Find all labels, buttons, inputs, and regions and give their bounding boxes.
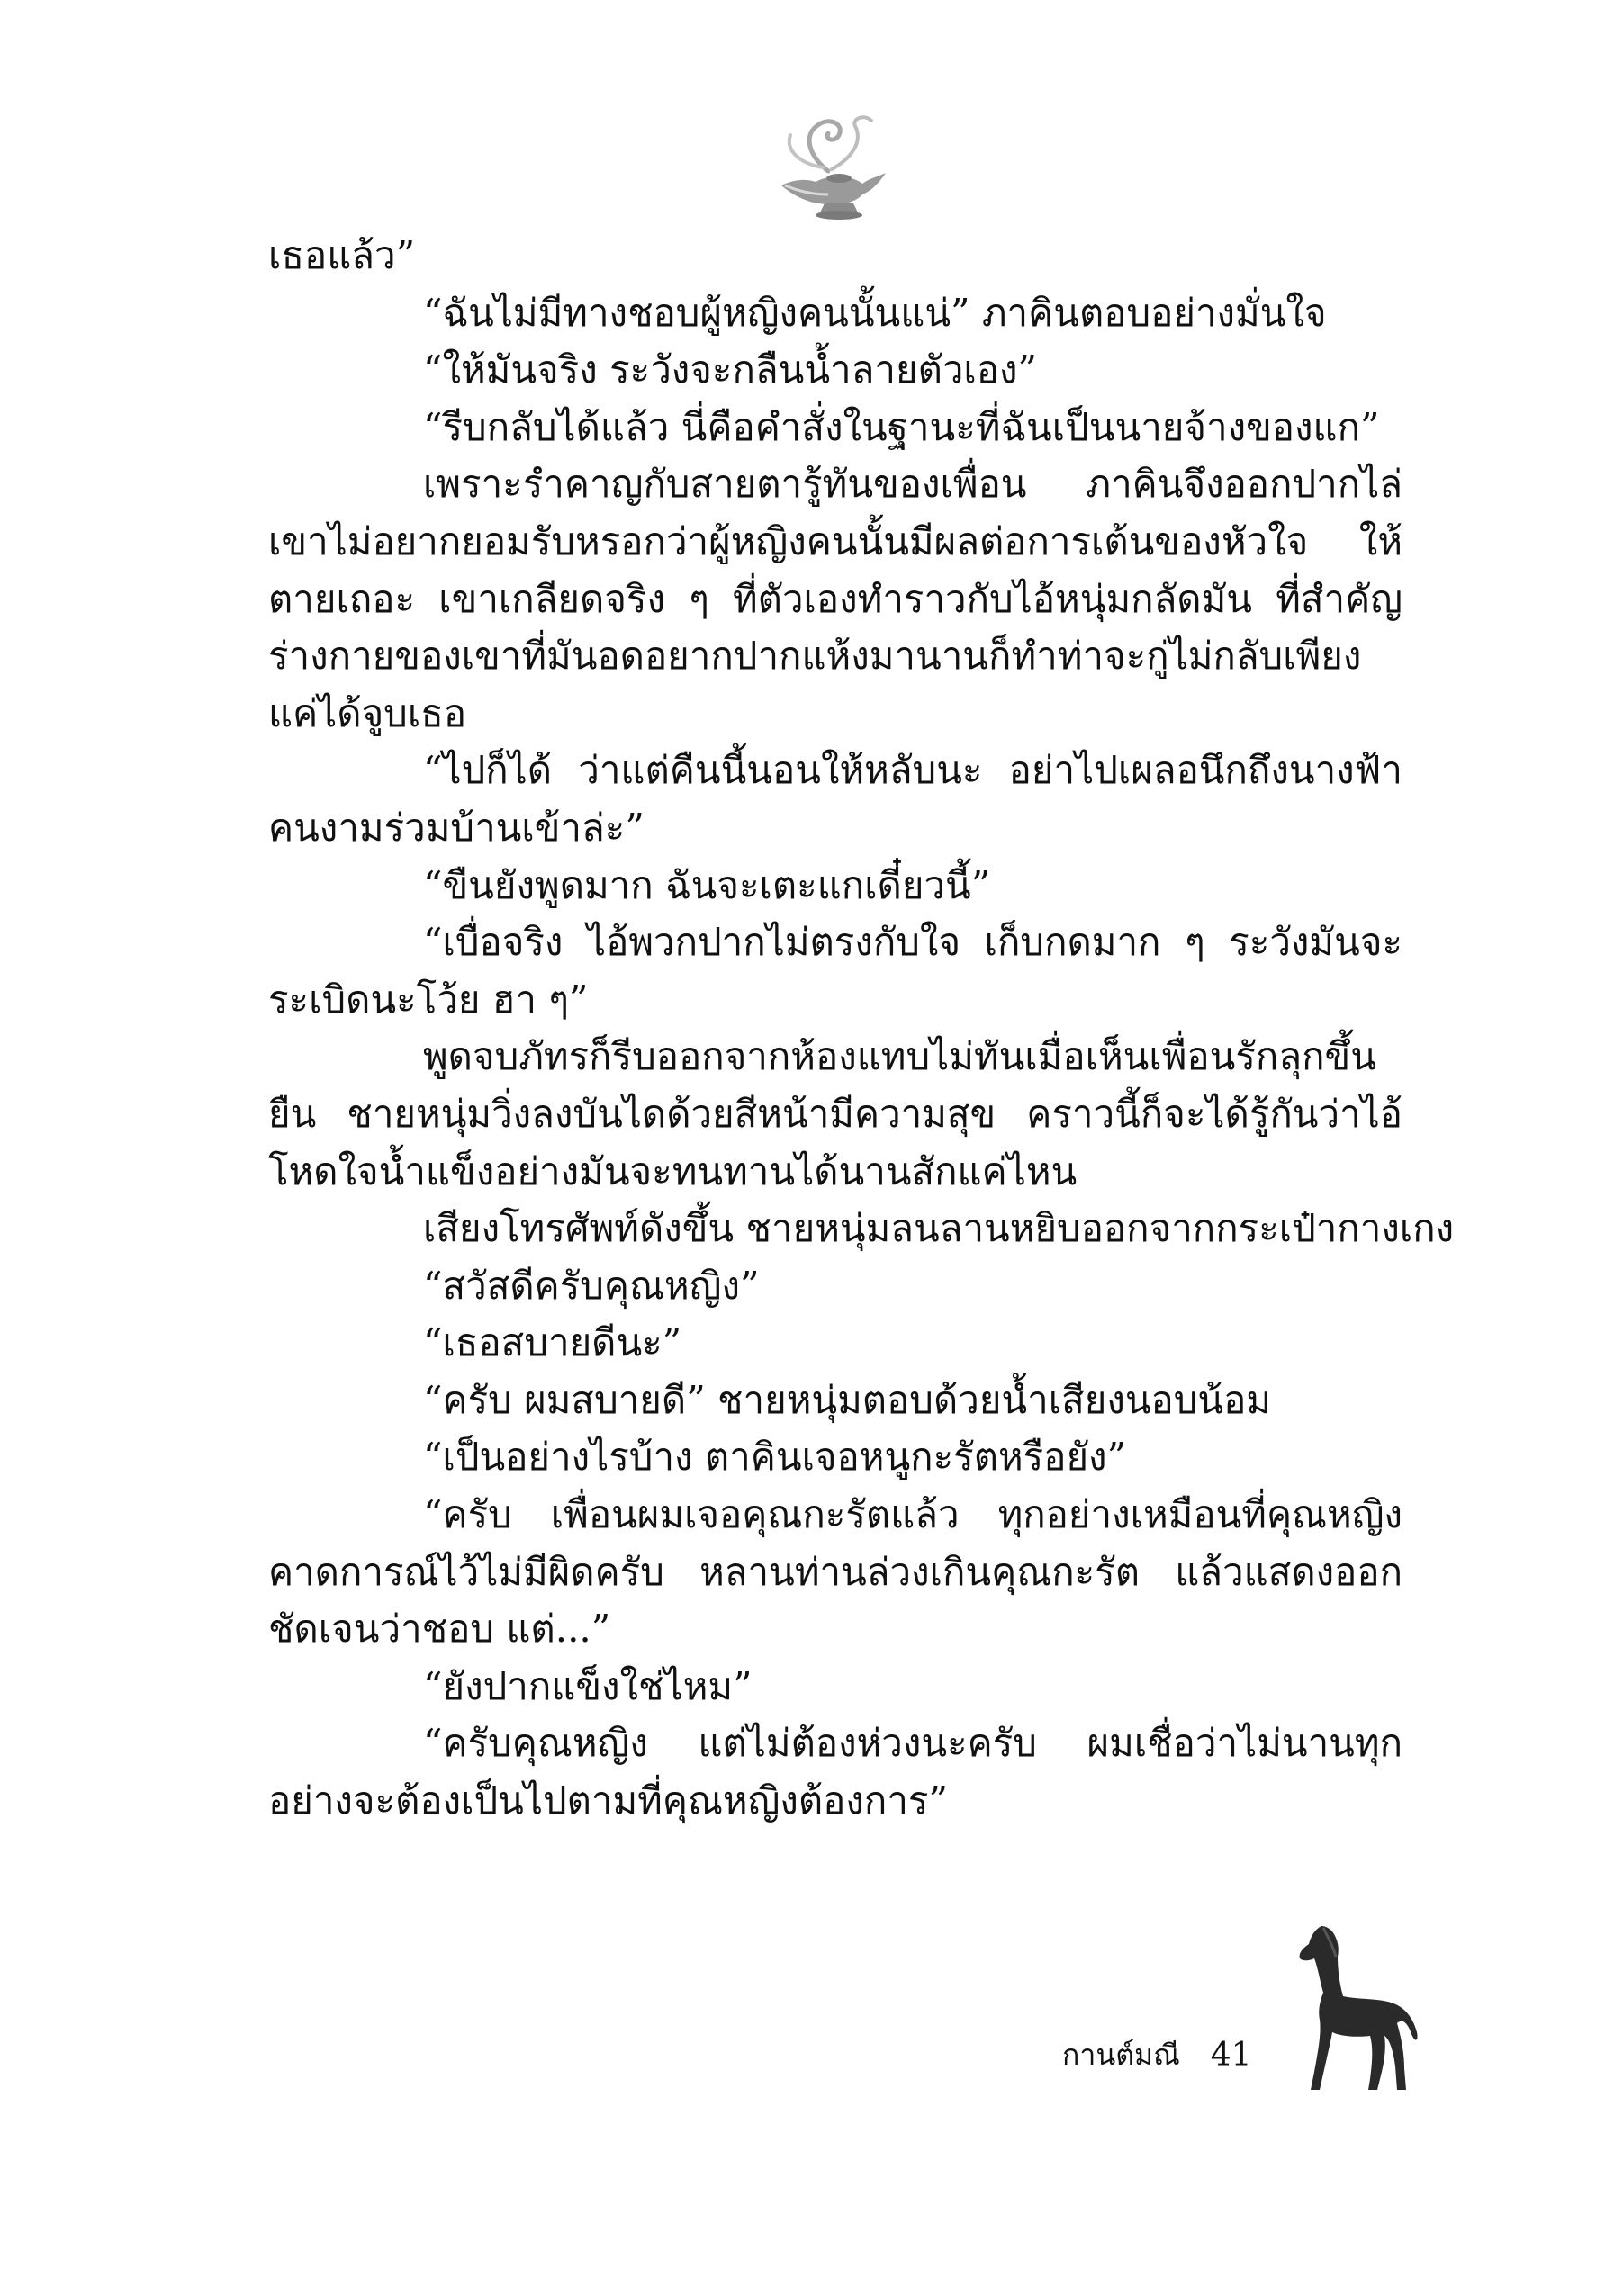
page-footer <box>1062 2023 1252 2086</box>
magic-lamp-icon <box>765 108 891 225</box>
paragraph: “ขืนยังพูดมาก ฉันจะเตะแกเดี๋ยวนี้” <box>423 862 991 907</box>
page-number: 41 <box>1210 2036 1252 2074</box>
horse-icon <box>1287 1917 1422 2097</box>
paragraph: พูดจบภัทรก็รีบออกจากห้องแทบไม่ทันเมื่อเห็นเพื่อนรักลุกขึ้นยืน ชายหนุ่มวิ่งลงบันไดด้วยสีหน้ามีความสุข คราวนี้ก็จะได้รู้กันว่าไอ้โหดใจน้ำแข็งอย่างมันจะทนทานได้นานสักแค่ไหน <box>268 1034 1402 1193</box>
paragraph: “เบื่อจริง ไอ้พวกปากไม่ตรงกับใจ เก็บกดมาก ๆ ระวังมันจะระเบิดนะโว้ย ฮา ๆ” <box>268 920 1402 1022</box>
body-text <box>268 227 1455 1830</box>
paragraph: “ครับ ผมสบายดี” ชายหนุ่มตอบด้วยน้ำเสียงนอบน้อม <box>423 1377 1272 1422</box>
paragraph: “เธอสบายดีนะ” <box>423 1320 682 1365</box>
paragraph: “เป็นอย่างไรบ้าง ตาคินเจอหนูกะรัตหรือยัง” <box>423 1435 1127 1480</box>
book-title: กานต์มณี <box>1062 2037 1180 2072</box>
paragraph: “รีบกลับได้แล้ว นี่คือคำสั่งในฐานะที่ฉันเป็นนายจ้างของแก” <box>423 404 1380 449</box>
paragraph: เสียงโทรศัพท์ดังขึ้น ชายหนุ่มลนลานหยิบออกจากกระเป๋ากางเกง <box>423 1206 1455 1251</box>
paragraph: “ฉันไม่มีทางชอบผู้หญิงคนนั้นแน่” ภาคินตอบอย่างมั่นใจ <box>423 290 1327 335</box>
paragraph: “ไปก็ได้ ว่าแต่คืนนี้นอนให้หลับนะ อย่าไปเผลอนึกถึงนางฟ้าคนงามร่วมบ้านเข้าล่ะ” <box>268 748 1402 850</box>
paragraph: เธอแล้ว” <box>268 233 416 277</box>
paragraph: “ยังปากแข็งใช่ไหม” <box>423 1663 753 1708</box>
paragraph: “ให้มันจริง ระวังจะกลืนน้ำลายตัวเอง” <box>423 347 1037 392</box>
paragraph: “ครับคุณหญิง แต่ไม่ต้องห่วงนะครับ ผมเชื่อว่าไม่นานทุกอย่างจะต้องเป็นไปตามที่คุณหญิงต้องการ” <box>268 1721 1402 1823</box>
paragraph: “ครับ เพื่อนผมเจอคุณกะรัตแล้ว ทุกอย่างเหมือนที่คุณหญิงคาดการณ์ไว้ไม่มีผิดครับ หลานท่านล่วงเกินคุณกะรัต แล้วแสดงออกชัดเจนว่าชอบ แต่...” <box>268 1492 1402 1652</box>
paragraph: เพราะรำคาญกับสายตารู้ทันของเพื่อน ภาคินจึงออกปากไล่ เขาไม่อยากยอมรับหรอกว่าผู้หญิงคนนั้นมีผลต่อการเต้นของหัวใจ ให้ตายเถอะ เขาเกลียดจริง ๆ ที่ตัวเองทำราวกับไอ้หนุ่มกลัดมัน ที่สำคัญ ร่างกายของเขาที่มันอดอยากปากแห้งมานานก็ทำท่าจะกู่ไม่กลับเพียงแค่ได้จูบเธอ <box>268 462 1402 735</box>
paragraph: “สวัสดีครับคุณหญิง” <box>423 1263 760 1308</box>
